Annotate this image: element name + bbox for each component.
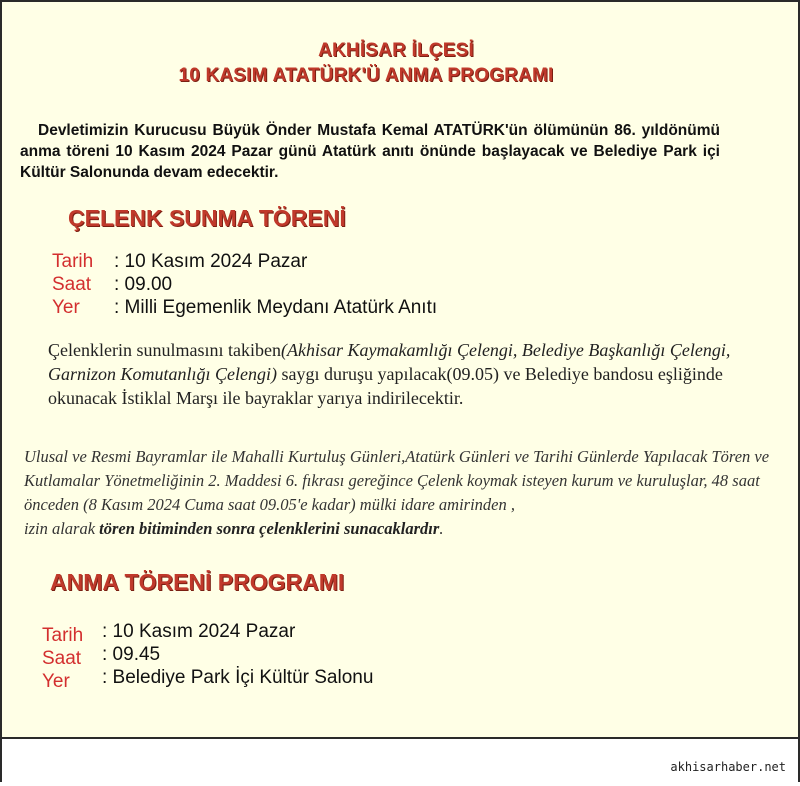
bottom-band <box>2 737 798 786</box>
place-value: : Belediye Park İçi Kültür Salonu <box>102 667 374 688</box>
district-title: AKHİSAR İLÇESİ <box>318 40 474 61</box>
date-value: : 10 Kasım 2024 Pazar <box>102 621 296 642</box>
regulation-note <box>24 445 776 541</box>
place-label: Yer <box>42 671 70 692</box>
ceremony-place-row <box>42 666 374 692</box>
wreath-paragraph <box>48 338 772 410</box>
time-value: : 09.45 <box>102 644 161 665</box>
wreath-para-italic: (Akhisar Kaymakamlığı Çelengi, Belediye Başkanlığı Çelengi, Garnizon Komutanlığı Çelengi) <box>48 340 731 384</box>
wreath-time-row <box>52 273 437 296</box>
intro-paragraph <box>20 120 720 183</box>
intro-text: Devletimizin Kurucusu Büyük Önder Mustafa Kemal ATATÜRK'ün ölümünün 86. yıldönümü anma töreni 10 Kasım 2024 Pazar günü Atatürk anıtı önünde başlayacak ve Belediye Park içi Kültür Salonunda devam edecektir. <box>20 122 720 181</box>
note-text: Ulusal ve Resmi Bayramlar ile Mahalli Kurtuluş Günleri,Atatürk Günleri ve Tarihi Günlerde Yapılacak Tören ve Kutlamalar Yönetmeliğinin 2. Maddesi 6. fıkrası gereğince Çelenk koymak isteyen kurum ve kuruluşlar, 48 saat önceden (8 Kasım 2024 Cuma saat 09.05'e kadar) mülki idare amirinden , <box>24 447 770 514</box>
date-label: Tarih <box>52 251 94 272</box>
wreath-ceremony-heading: ÇELENK SUNMA TÖRENİ <box>68 205 346 231</box>
wreath-details <box>52 250 437 319</box>
place-value: : Milli Egemenlik Meydanı Atatürk Anıtı <box>114 297 438 318</box>
wreath-date-row <box>52 250 437 273</box>
ceremony-details <box>42 620 374 692</box>
time-value: : 09.00 <box>114 274 173 295</box>
ceremony-date-row <box>42 620 373 646</box>
time-label: Saat <box>42 648 82 669</box>
place-label: Yer <box>52 297 80 318</box>
wreath-para-start: Çelenklerin sunulmasını takiben <box>48 340 281 360</box>
ceremony-program-heading: ANMA TÖRENİ PROGRAMI <box>50 569 345 595</box>
time-label: Saat <box>52 274 92 295</box>
site-watermark: akhisarhaber.net <box>670 760 786 774</box>
date-label: Tarih <box>42 625 84 646</box>
ceremony-time-row <box>42 643 373 669</box>
date-value: : 10 Kasım 2024 Pazar <box>114 251 308 272</box>
note-last-start: izin alarak <box>24 519 100 538</box>
note-last-bold: tören bitiminden sonra çelenklerini sunacaklardır <box>99 519 440 538</box>
program-title: 10 KASIM ATATÜRK'Ü ANMA PROGRAMI <box>178 65 554 86</box>
document-body <box>2 2 798 737</box>
wreath-place-row <box>52 296 437 319</box>
wreath-para-end: saygı duruşu yapılacak(09.05) ve Belediye bandosu eşliğinde okunacak İstiklal Marşı ile bayraklar yarıya indirilecektir. <box>48 364 723 408</box>
note-last-end: . <box>439 519 444 538</box>
